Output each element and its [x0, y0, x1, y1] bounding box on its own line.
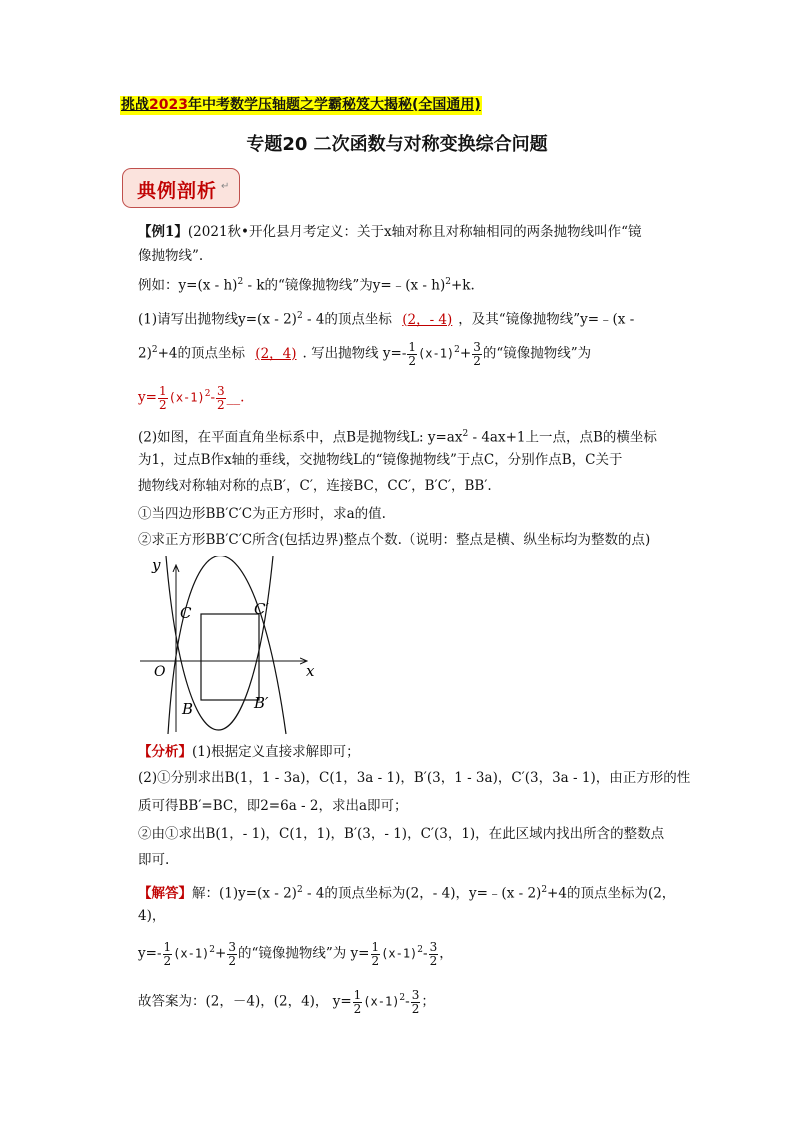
- example-line-1: 【例1】(2021秋•开化县月考定义：关于x轴对称且对称轴相同的两条抛物线叫作“镜: [138, 224, 642, 240]
- question-2-sub-1: ①当四边形BB′C′C为正方形时，求a的值.: [138, 506, 386, 522]
- solution-line-4: 故答案为：(2，－4)，(2，4)， y= $\frac{1}{2}$ $(x-1)^2-$ $\frac{3}{2}$ ；: [138, 987, 435, 1016]
- answer-vertex-1: (2，- 4): [402, 311, 453, 328]
- section-badge: [122, 168, 240, 208]
- question-1-line-3: y= $\frac{1}{2}$ $(x-1)^2-$ $\frac{3}{2}$ __.: [138, 383, 245, 412]
- coordinate-figure: [138, 556, 328, 736]
- x-axis-label: x: [306, 662, 315, 680]
- example-line-2: 像抛物线”.: [138, 248, 204, 264]
- point-b-prime-label: B′: [254, 694, 269, 712]
- question-2-line-1: (2)如图，在平面直角坐标系中，点B是抛物线L: $y=ax^2 - 4ax+1$上一点，点B的横坐标: [138, 429, 657, 446]
- question-2-sub-2: ②求正方形BB′C′C所含(包括边界)整点个数.（说明：整点是横、纵坐标均为整数的点): [138, 532, 651, 548]
- solution-line-2: 4)，: [138, 908, 166, 924]
- square-bbcc: [201, 614, 259, 700]
- origin-label: O: [154, 664, 166, 680]
- header-banner: 挑战2023年中考数学压轴题之学霸秘笈大揭秘(全国通用): [121, 97, 481, 113]
- point-c-label: C: [180, 604, 192, 622]
- example-line-3: 例如：y=(x - h)$^2$ - k的“镜像抛物线”为y=﹣(x - h)$^2$+k.: [138, 277, 475, 294]
- analysis-line-5: 即可.: [138, 852, 170, 868]
- answer-vertex-2: (2，4): [255, 345, 297, 362]
- analysis-line-4: ②由①求出B(1，- 1)，C(1，1)，B′(3，- 1)，C′(3，1)，在此区域内找出所含的整数点: [138, 826, 665, 842]
- point-b-label: B: [182, 700, 194, 718]
- return-mark-icon: ↵: [221, 181, 231, 192]
- analysis-line-2: (2)①分别求出B(1，1 - 3a)，C(1，3a - 1)，B′(3，1 - 3a)，C′(3，3a - 1)，由正方形的性: [138, 770, 691, 786]
- question-1-line-2: 2)$^2$+4的顶点坐标 (2，4) . 写出抛物线 y=- $\frac{1}{2}$ $(x-1)^2+$ $\frac{3}{2}$ 的“镜像抛物线”为: [138, 339, 592, 368]
- question-1-line-1: (1)请写出抛物线y=(x - 2)$^2$ - 4的顶点坐标 (2，- 4) ，及其“镜像抛物线”y=﹣(x -: [138, 311, 635, 328]
- analysis-line-1: 【分析】(1)根据定义直接求解即可；: [138, 744, 360, 760]
- y-axis-label: y: [152, 556, 161, 574]
- page-title: 专题20 二次函数与对称变换综合问题: [246, 134, 548, 155]
- analysis-line-3: 质可得BB′=BC，即2=6a - 2，求出a即可；: [138, 798, 408, 814]
- question-2-line-3: 抛物线对称轴对称的点B′，C′，连接BC，CC′，B′C′，BB′.: [138, 478, 492, 494]
- question-2-line-2: 为1，过点B作x轴的垂线，交抛物线L的“镜像抛物线”于点C，分别作点B，C关于: [138, 452, 623, 468]
- solution-line-1: 【解答】解：(1)y=(x - 2)$^2$ - 4的顶点坐标为(2，- 4)，y=﹣(x - 2)$^2$+4的顶点坐标为(2，: [138, 885, 676, 902]
- solution-line-3: y=- $\frac{1}{2}$ $(x-1)^2+$ $\frac{3}{2}$ 的“镜像抛物线”为 y= $\frac{1}{2}$ $(x-1)^2-$ $\frac{3}{2}$ ，: [138, 939, 453, 968]
- section-badge-label: 典例剖析: [137, 180, 218, 202]
- point-c-prime-label: C′: [254, 600, 269, 618]
